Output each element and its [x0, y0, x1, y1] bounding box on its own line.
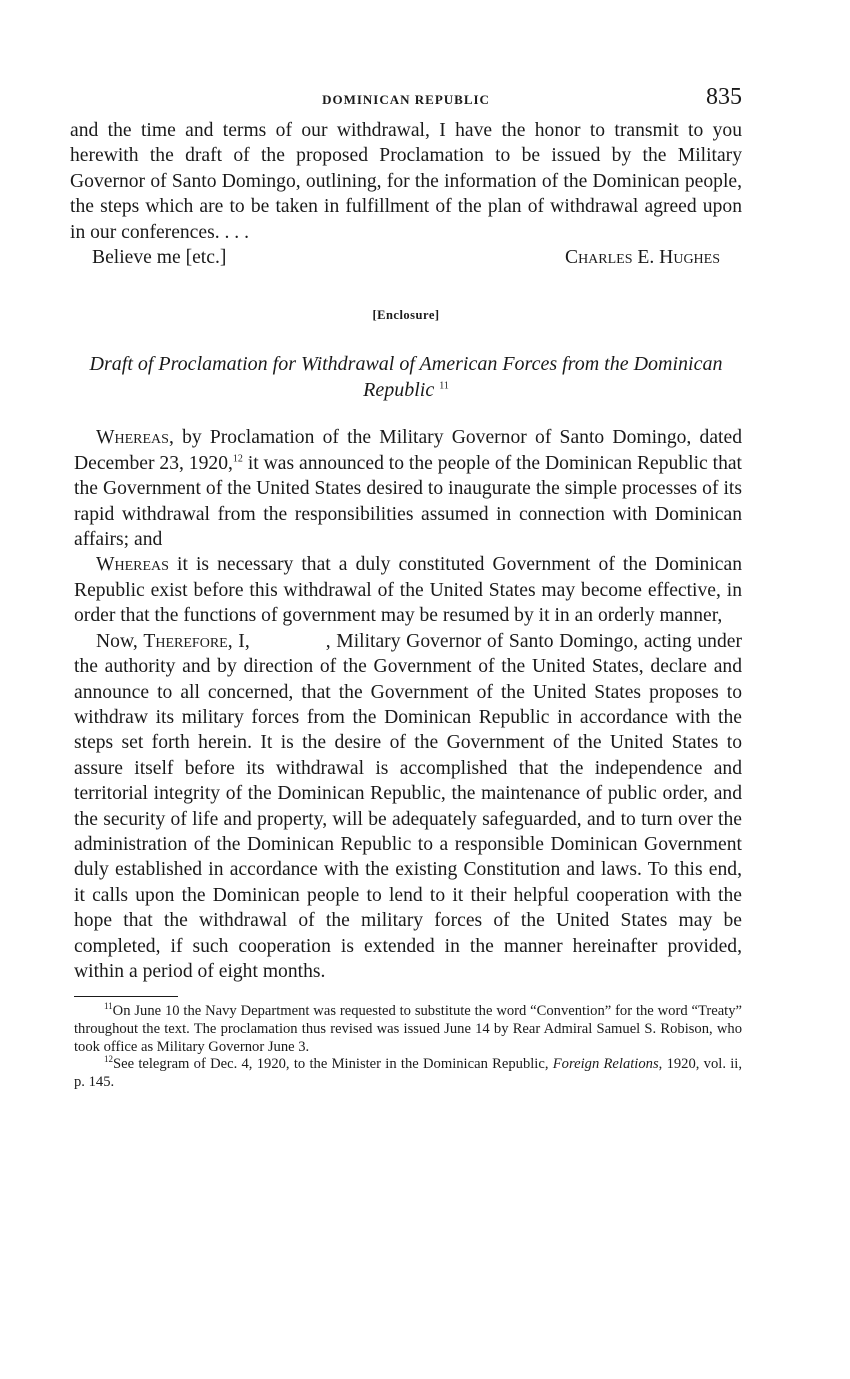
whereas-lead-1: Whereas	[96, 427, 169, 449]
letter-paragraph: and the time and terms of our withdrawal, I have the honor to transmit to you herewith the draft of the proposed Proclamation to be issued by the Military Governor of Santo Domingo, outlining, for the information of the Dominican people, the steps which are to be taken in fulfillment of the plan of withdrawal agreed upon in our conferences. . . .	[70, 120, 742, 243]
running-head: DOMINICAN REPUBLIC	[322, 92, 490, 107]
footnote-ref-11: 11	[439, 380, 449, 392]
footnote-12-text: See telegram of Dec. 4, 1920, to the Minister in the Dominican Republic,	[113, 1056, 549, 1073]
whereas-text-1b: it was announced to the people of the Dominican Republic that the Government of the United States desired to inaugurate the simple processes of its rapid withdrawal from the responsibilities assumed in connection with Dominican affairs; and	[74, 452, 742, 551]
footnote-ref-12: 12	[232, 453, 243, 465]
footnote-12-tail: , 1920, vol. ii, p. 145.	[74, 1056, 742, 1090]
footnote-marker-12: 12	[104, 1054, 113, 1065]
footnote-rule	[74, 996, 178, 997]
footnote-11-text: On June 10 the Navy Department was requested to substitute the word “Convention” for the word “Treaty” throughout the text. The proclamation thus revised was issued June 14 by Rear Admiral Samuel S. Robison, who took office as Military Governor June 3.	[74, 1003, 742, 1055]
therefore-text-a: , I,	[227, 630, 250, 652]
page-header	[70, 84, 742, 118]
enclosure-label: [Enclosure]	[372, 308, 440, 323]
whereas-text-1a: , by Proclamation of the Military Governor of Santo Domingo, dated December 23, 1920,	[74, 427, 742, 474]
closing-phrase: Believe me [etc.]	[92, 247, 227, 269]
therefore-paragraph	[74, 629, 742, 985]
proclamation-title	[70, 351, 742, 403]
signature: Charles E. Hughes	[565, 247, 720, 269]
proclamation-title-text: Draft of Proclamation for Withdrawal of American Forces from the Dominican Republic	[89, 353, 723, 402]
document-page	[70, 84, 742, 1091]
page-number: 835	[706, 84, 742, 110]
whereas-paragraph-1	[74, 425, 742, 552]
whereas-lead-2: Whereas	[96, 554, 169, 576]
therefore-lead: Therefore	[143, 630, 228, 652]
whereas-paragraph-2	[74, 552, 742, 628]
proclamation-body	[70, 425, 742, 984]
now-word: Now,	[96, 630, 144, 652]
therefore-text-b: , Military Governor of Santo Domingo, acting under the authority and by direction of the Government of the United States, declare and announce to all concerned, that the Government of the United States proposes to withdraw its military forces from the Dominican Republic in accordance with the steps set forth herein. It is the desire of the Government of the United States to assure itself before its withdrawal is accomplished that the independence and territorial integrity of the Dominican Republic, the maintenance of public order, and the security of life and property, will be adequately safeguarded, and to turn over the administration of the Dominican Republic to a responsible Dominican Government duly established in accordance with the existing Constitution and laws. To this end, it calls upon the Dominican people to lend to it their helpful cooperation with the hope that the withdrawal of the military forces of the United States may be completed, if such cooperation is extended in the manner hereinafter provided, within a period of eight months.	[74, 630, 742, 982]
footnote-12	[70, 1056, 742, 1091]
footnote-11	[70, 1003, 742, 1056]
footnote-marker-11: 11	[104, 1001, 113, 1012]
letter-closing	[70, 245, 742, 270]
footnote-12-source: Foreign Relations	[552, 1056, 659, 1073]
whereas-text-2: it is necessary that a duly constituted Government of the Dominican Republic exist before this withdrawal of the United States may become effective, in order that the functions of government may be resumed by it in an orderly manner,	[74, 554, 742, 627]
